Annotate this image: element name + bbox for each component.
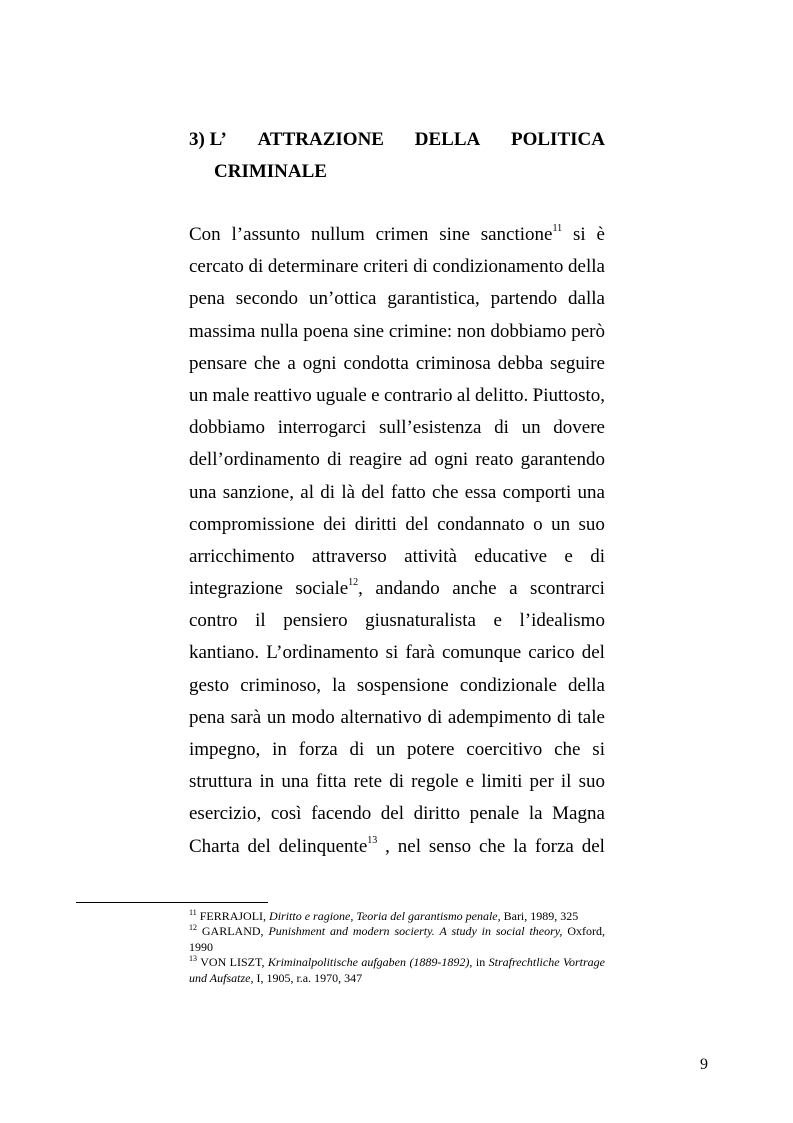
text-line: gesto criminoso, la sospensione condizionale della bbox=[189, 674, 605, 696]
heading-line-1 bbox=[189, 124, 605, 156]
heading-word: ATTRAZIONE bbox=[257, 129, 384, 150]
footnote-13: $^{13}$ VON LISZT, Kriminalpolitische aufgaben (1889-1892), in Strafrechtliche Vortrage und Aufsatze, I, 1905, r.a. 1970, 347 bbox=[189, 954, 605, 985]
text-line: pena secondo un’ottica garantistica, partendo dalla bbox=[189, 288, 605, 310]
footnote-separator bbox=[76, 902, 268, 903]
text-line: pena sarà un modo alternativo di adempimento di tale bbox=[189, 706, 605, 728]
text-line: arricchimento attraverso attività educative e di bbox=[189, 545, 605, 567]
text-line: pensare che a ogni condotta criminosa debba seguire bbox=[189, 352, 605, 374]
text-line: Charta del delinquente$^{13}$ , nel senso che la forza del bbox=[189, 834, 605, 857]
footnote-reference: 11 bbox=[552, 223, 563, 234]
heading-number-and-word: 3) L’ bbox=[189, 129, 227, 150]
heading-line-2: CRIMINALE bbox=[214, 161, 327, 182]
text-line: cercato di determinare criteri di condizionamento della bbox=[189, 256, 605, 278]
section-heading bbox=[189, 124, 605, 188]
page-number: 9 bbox=[700, 1056, 708, 1073]
text-line: struttura in una fitta rete di regole e limiti per il suo bbox=[189, 771, 605, 793]
text-line: Con l’assunto nullum crimen sine sanctione$^{11}$ si è bbox=[189, 223, 605, 245]
footnote-12: $^{12}$ GARLAND, Punishment and modern socierty. A study in social theory, Oxford, 1990 bbox=[189, 923, 605, 954]
text-line: contro il pensiero giusnaturalista e l’idealismo bbox=[189, 610, 605, 632]
heading-word: POLITICA bbox=[511, 129, 605, 150]
footnote-reference: 12 bbox=[348, 577, 359, 589]
text-line: dobbiamo interrogarci sull’esistenza di un dovere bbox=[189, 417, 605, 439]
footnotes bbox=[189, 909, 605, 986]
body-paragraph bbox=[189, 219, 605, 863]
text-line: integrazione sociale$^{12}$, andando anche a scontrarci bbox=[189, 577, 605, 600]
text-line: una sanzione, al di là del fatto che essa comporti una bbox=[189, 481, 605, 503]
text-line: esercizio, così facendo del diritto penale la Magna bbox=[189, 803, 605, 825]
text-line: impegno, in forza di un potere coercitivo che si bbox=[189, 739, 605, 760]
heading-word: DELLA bbox=[414, 129, 481, 150]
text-line: compromissione dei diritti del condannato o un suo bbox=[189, 513, 605, 535]
text-line: un male reattivo uguale e contrario al delitto. Piuttosto, bbox=[189, 384, 605, 406]
footnote-11: $^{11}$ FERRAJOLI, Diritto e ragione, Teoria del garantismo penale, Bari, 1989, 325 bbox=[189, 908, 579, 923]
text-line: massima nulla poena sine crimine: non dobbiamo però bbox=[189, 320, 605, 342]
text-line: kantiano. L’ordinamento si farà comunque carico del bbox=[189, 642, 605, 664]
footnote-reference: 13 bbox=[367, 834, 378, 846]
text-line: dell’ordinamento di reagire ad ogni reato garantendo bbox=[189, 449, 605, 471]
